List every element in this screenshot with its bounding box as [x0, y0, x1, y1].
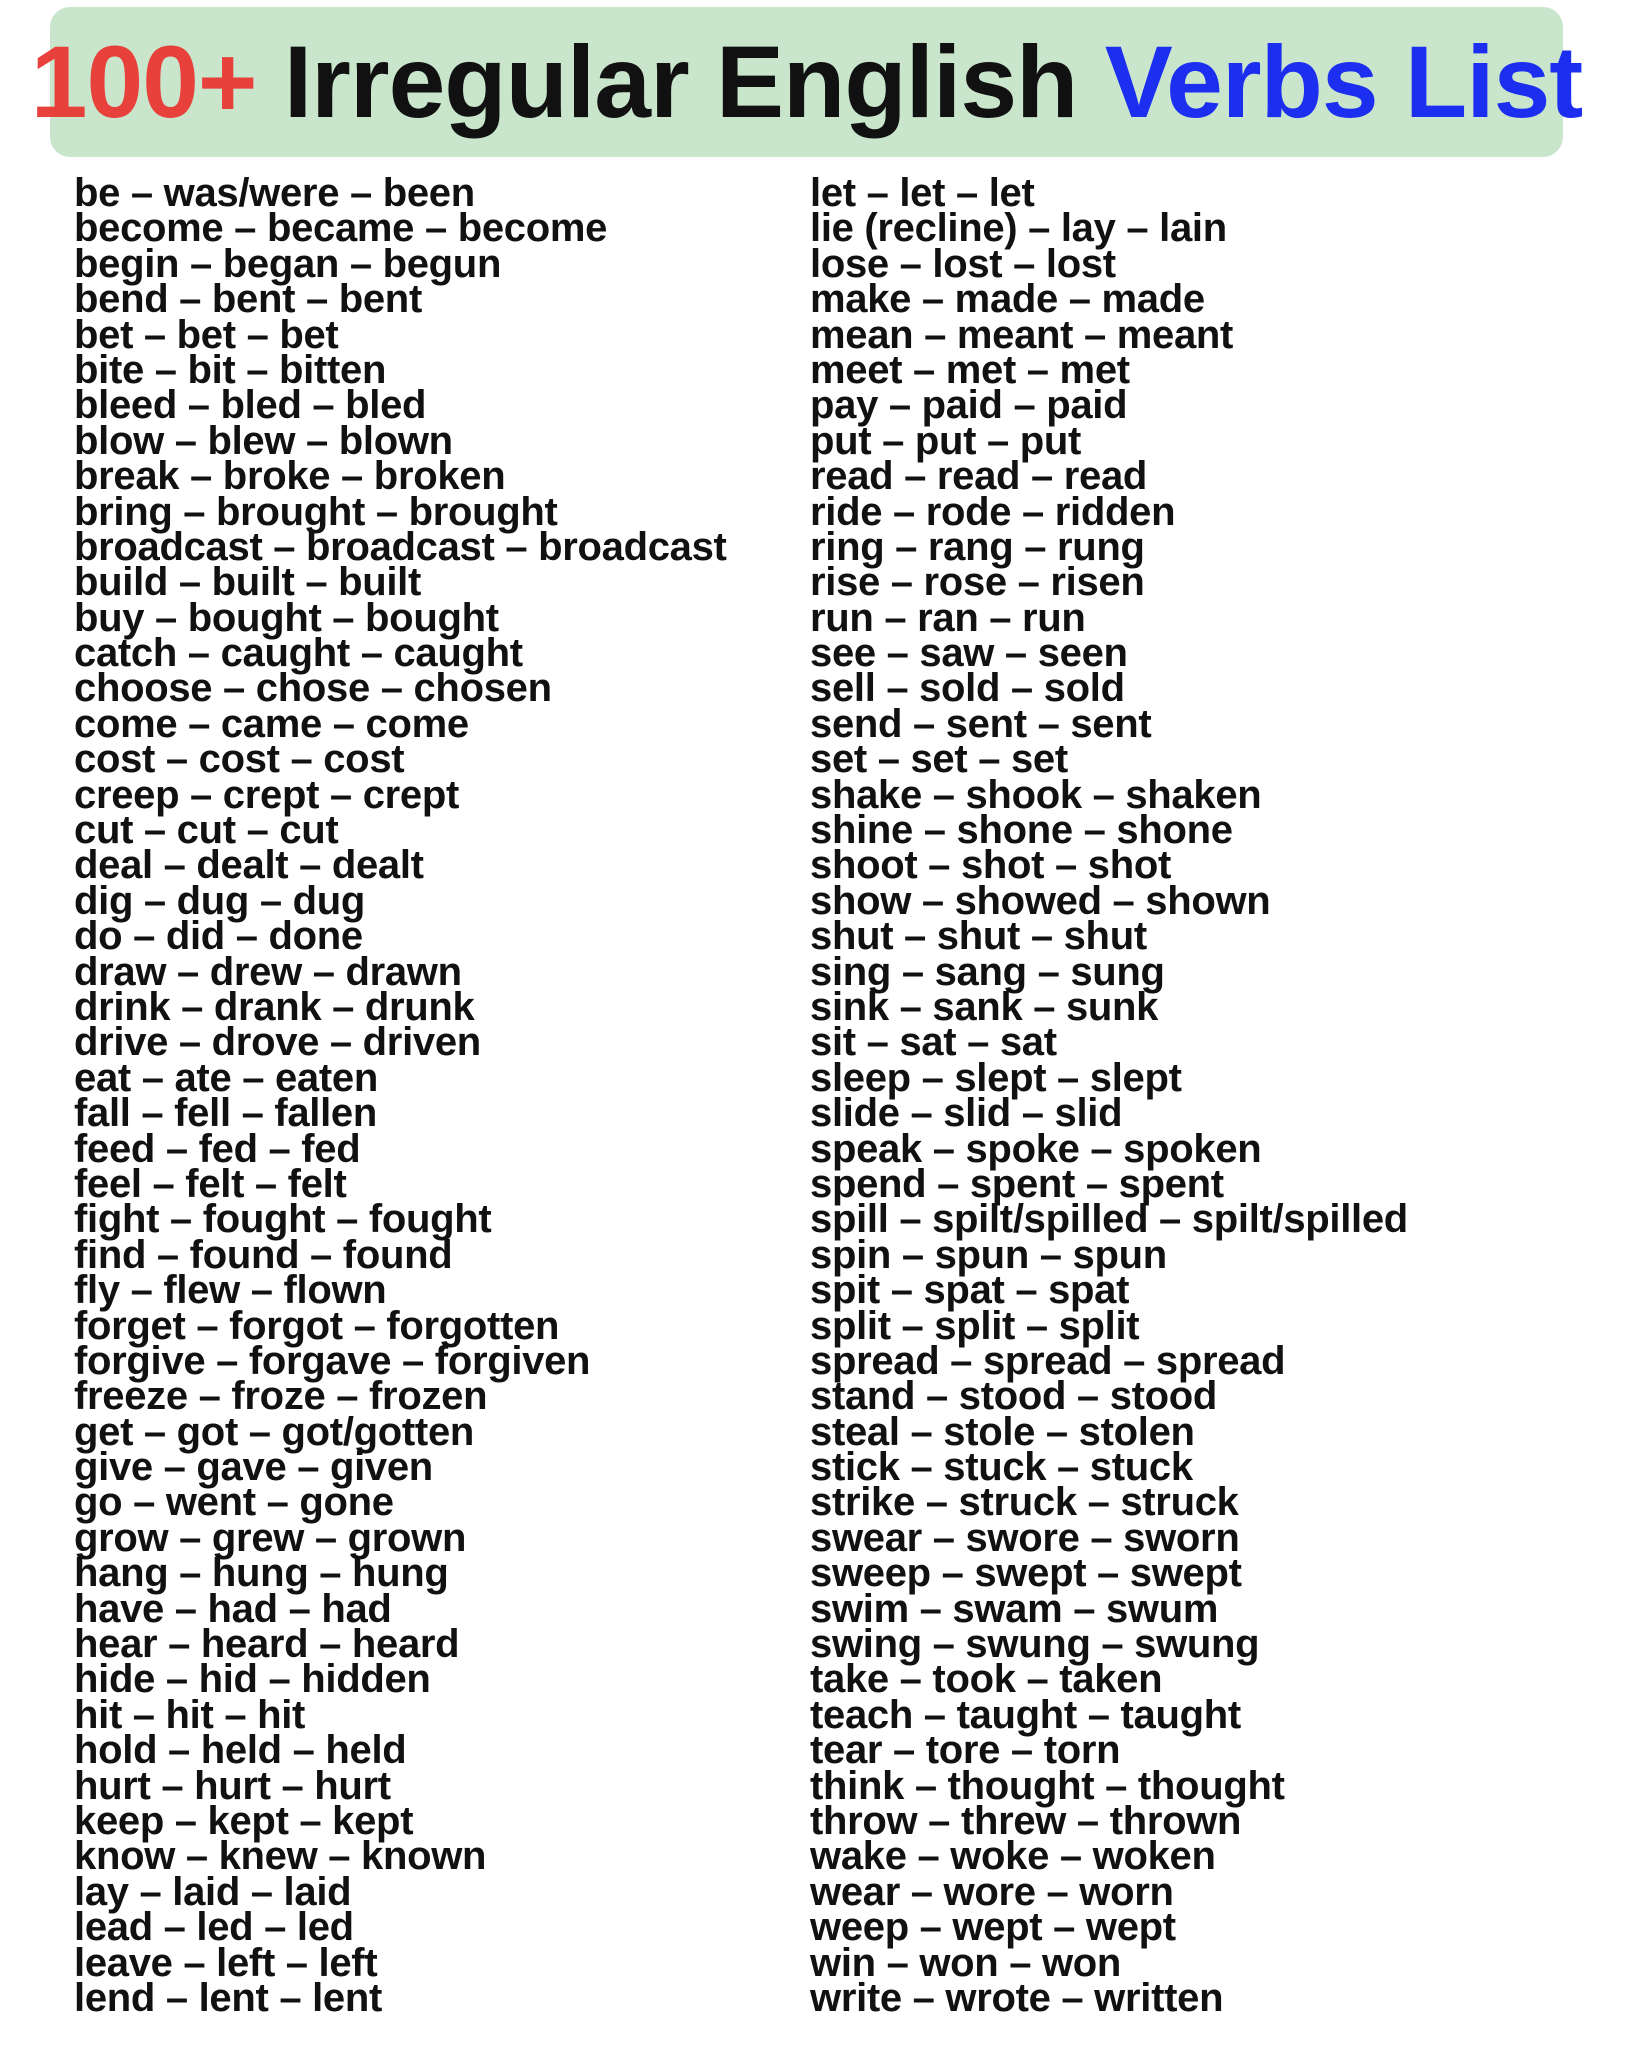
- verb-row: hear – heard – heard: [74, 1622, 460, 1667]
- verb-row: go – went – gone: [74, 1480, 394, 1525]
- title-banner: [30, 7, 1583, 157]
- verb-row: bite – bit – bitten: [74, 347, 387, 392]
- verb-row: throw – threw – thrown: [810, 1798, 1242, 1843]
- verb-row: build – built – built: [74, 560, 422, 605]
- verb-row: swim – swam – swum: [810, 1586, 1219, 1631]
- verb-row: bleed – bled – bled: [74, 383, 427, 428]
- verb-row: hang – hung – hung: [74, 1551, 449, 1596]
- verb-row: ring – rang – rung: [810, 524, 1145, 569]
- verb-row: leave – left – left: [74, 1940, 378, 1985]
- verb-row: split – split – split: [810, 1303, 1140, 1348]
- verb-row: catch – caught – caught: [74, 631, 523, 676]
- verb-row: think – thought – thought: [810, 1763, 1285, 1808]
- verb-row: make – made – made: [810, 277, 1205, 322]
- verb-row: shake – shook – shaken: [810, 772, 1262, 817]
- verb-row: come – came – come: [74, 701, 469, 746]
- title-end: Verbs List: [1104, 25, 1583, 139]
- verb-row: strike – struck – struck: [810, 1480, 1239, 1525]
- verb-row: stick – stuck – stuck: [810, 1445, 1193, 1490]
- verb-row: give – gave – given: [74, 1445, 433, 1490]
- verb-row: slide – slid – slid: [810, 1091, 1123, 1136]
- verb-row: find – found – found: [74, 1232, 453, 1277]
- verb-row: sweep – swept – swept: [810, 1551, 1242, 1596]
- verb-row: teach – taught – taught: [810, 1692, 1241, 1737]
- verb-row: be – was/were – been: [74, 171, 475, 215]
- title-number: 100+: [30, 25, 257, 139]
- verb-row: lose – lost – lost: [810, 241, 1116, 286]
- verb-row: grow – grew – grown: [74, 1515, 467, 1560]
- verb-row: write – wrote – written: [810, 1975, 1224, 2020]
- verb-row: shut – shut – shut: [810, 914, 1147, 959]
- verb-row: choose – chose – chosen: [74, 666, 552, 711]
- verb-row: lead – led – led: [74, 1905, 354, 1950]
- verb-row: fight – fought – fought: [74, 1197, 492, 1242]
- verb-row: hit – hit – hit: [74, 1692, 306, 1737]
- verb-row: dig – dug – dug: [74, 878, 366, 923]
- verb-row: wake – woke – woken: [810, 1834, 1216, 1879]
- verb-row: forgive – forgave – forgiven: [74, 1338, 591, 1383]
- verb-row: run – ran – run: [810, 595, 1086, 640]
- verb-row: speak – spoke – spoken: [810, 1126, 1262, 1171]
- verb-row: know – knew – known: [74, 1834, 487, 1879]
- verb-row: pay – paid – paid: [810, 383, 1128, 428]
- verb-row: keep – kept – kept: [74, 1798, 414, 1843]
- verb-row: eat – ate – eaten: [74, 1055, 378, 1100]
- verb-row: have – had – had: [74, 1586, 392, 1631]
- verb-row: hold – held – held: [74, 1728, 407, 1773]
- verb-row: set – set – set: [810, 737, 1068, 782]
- verb-row: tear – tore – torn: [810, 1728, 1121, 1773]
- verb-row: shoot – shot – shot: [810, 843, 1171, 888]
- verb-row: send – sent – sent: [810, 701, 1152, 746]
- verb-row: draw – drew – drawn: [74, 949, 462, 994]
- verb-row: lie (recline) – lay – lain: [810, 206, 1227, 251]
- verb-row: put – put – put: [810, 418, 1082, 463]
- verb-row: hide – hid – hidden: [74, 1657, 431, 1702]
- verb-row: weep – wept – wept: [810, 1905, 1176, 1950]
- verb-row: swear – swore – sworn: [810, 1515, 1240, 1560]
- verb-row: read – read – read: [810, 454, 1148, 499]
- verb-row: deal – dealt – dealt: [74, 843, 424, 888]
- verb-row: hurt – hurt – hurt: [74, 1763, 391, 1808]
- verb-row: drive – drove – driven: [74, 1020, 481, 1065]
- verb-row: feel – felt – felt: [74, 1161, 347, 1206]
- verb-row: break – broke – broken: [74, 454, 506, 499]
- verb-row: buy – bought – bought: [74, 595, 499, 640]
- verb-row: bet – bet – bet: [74, 312, 339, 357]
- verb-row: feed – fed – fed: [74, 1126, 361, 1171]
- verb-row: lay – laid – laid: [74, 1869, 352, 1914]
- verb-row: sit – sat – sat: [810, 1020, 1057, 1065]
- verb-row: mean – meant – meant: [810, 312, 1234, 357]
- verb-row: begin – began – begun: [74, 241, 502, 286]
- verb-row: cut – cut – cut: [74, 808, 339, 853]
- verb-row: rise – rose – risen: [810, 560, 1145, 605]
- verb-row: bring – brought – brought: [74, 489, 558, 534]
- verb-row: forget – forgot – forgotten: [74, 1303, 560, 1348]
- verb-row: ride – rode – ridden: [810, 489, 1176, 534]
- verb-row: spit – spat – spat: [810, 1268, 1130, 1313]
- verb-row: broadcast – broadcast – broadcast: [74, 524, 727, 569]
- verb-row: blow – blew – blown: [74, 418, 453, 463]
- verb-row: let – let – let: [810, 171, 1035, 215]
- verb-list-right: [810, 171, 1610, 2020]
- verb-row: wear – wore – worn: [810, 1869, 1174, 1914]
- verb-row: see – saw – seen: [810, 631, 1128, 676]
- verb-row: become – became – become: [74, 206, 608, 251]
- verb-row: sleep – slept – slept: [810, 1055, 1182, 1100]
- verb-row: sink – sank – sunk: [810, 984, 1159, 1029]
- verb-row: stand – stood – stood: [810, 1374, 1218, 1419]
- verb-row: meet – met – met: [810, 347, 1130, 392]
- verb-row: get – got – got/gotten: [74, 1409, 475, 1454]
- verb-row: steal – stole – stolen: [810, 1409, 1195, 1454]
- verb-row: shine – shone – shone: [810, 808, 1233, 853]
- verb-row: creep – crept – crept: [74, 772, 460, 817]
- verb-list-left: [74, 171, 774, 2020]
- page-title: [30, 25, 1583, 139]
- title-middle: Irregular English: [283, 25, 1078, 139]
- verb-row: win – won – won: [810, 1940, 1122, 1985]
- verb-row: spin – spun – spun: [810, 1232, 1167, 1277]
- verb-row: take – took – taken: [810, 1657, 1163, 1702]
- verb-row: show – showed – shown: [810, 878, 1271, 923]
- verb-row: sell – sold – sold: [810, 666, 1125, 711]
- verb-row: spill – spilt/spilled – spilt/spilled: [810, 1197, 1408, 1242]
- verb-row: cost – cost – cost: [74, 737, 405, 782]
- verb-row: do – did – done: [74, 914, 363, 959]
- verb-row: fly – flew – flown: [74, 1268, 387, 1313]
- verb-row: freeze – froze – frozen: [74, 1374, 488, 1419]
- verb-row: bend – bent – bent: [74, 277, 422, 322]
- verb-row: swing – swung – swung: [810, 1622, 1260, 1667]
- verb-row: fall – fell – fallen: [74, 1091, 378, 1136]
- verb-row: spread – spread – spread: [810, 1338, 1286, 1383]
- verb-row: drink – drank – drunk: [74, 984, 475, 1029]
- verb-row: lend – lent – lent: [74, 1975, 382, 2020]
- verb-row: spend – spent – spent: [810, 1161, 1224, 1206]
- verb-row: sing – sang – sung: [810, 949, 1165, 994]
